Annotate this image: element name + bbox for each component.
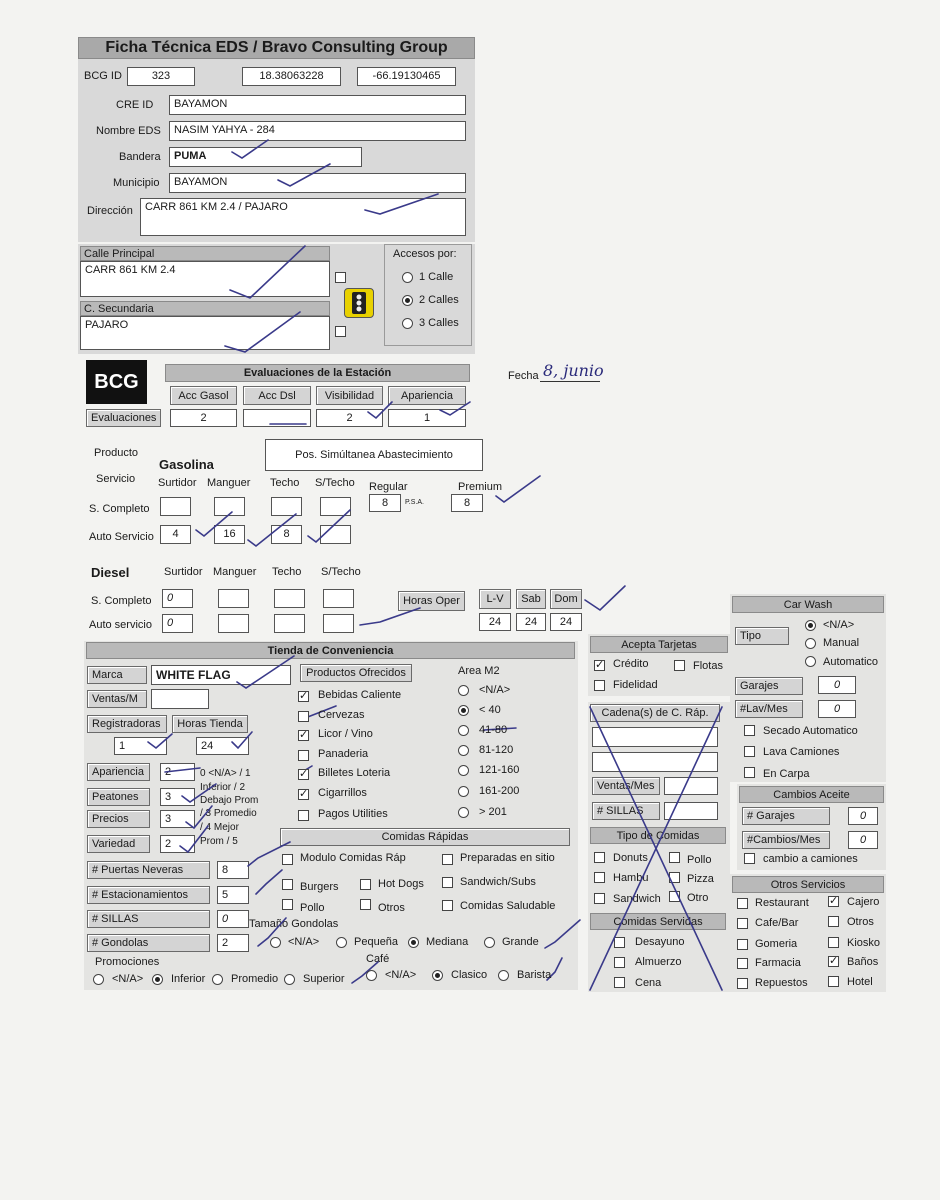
pizza-label: Pizza (687, 873, 714, 885)
promo-radio-0[interactable] (93, 974, 104, 985)
producto-label-0: Bebidas Caliente (318, 689, 402, 701)
aceite-cambios-label: #Cambios/Mes (742, 831, 830, 849)
tamano-label: Tamaño Gondolas (249, 918, 339, 930)
preparadas-label: Preparadas en sitio (460, 852, 555, 864)
latitude-field[interactable]: 18.38063228 (242, 67, 341, 86)
accesos-label: Accesos por: (393, 248, 457, 260)
direccion-field[interactable]: CARR 861 KM 2.4 / PAJARO (140, 198, 466, 236)
otros-title: Otros Servicios (732, 876, 884, 893)
sandwich-label: Sandwich/Subs (460, 876, 536, 888)
cw-garajes-field[interactable]: 0 (818, 676, 856, 694)
diesel-col-stecho: S/Techo (321, 566, 361, 578)
donuts-label: Donuts (613, 852, 648, 864)
marca-field[interactable]: WHITE FLAG (151, 665, 291, 685)
day-sab: Sab (516, 589, 546, 609)
cafe-label: Café (366, 953, 390, 965)
cadena-sillas-label: # SILLAS (592, 802, 660, 820)
direccion-label: Dirección (87, 205, 133, 217)
scale-2: Debajo Prom (200, 795, 259, 806)
bcg-id-label: BCG ID (84, 70, 122, 82)
gas-row-completo: S. Completo (89, 503, 150, 515)
variedad-label: Variedad (87, 835, 150, 853)
promo-label-3: Superior (303, 973, 345, 985)
gas-col-surtidor: Surtidor (158, 477, 197, 489)
otros-left-label-3: Farmacia (755, 957, 801, 969)
tipo-label: Tipo (735, 627, 789, 645)
gas-col-stecho: S/Techo (315, 477, 355, 489)
tarjetas-title: Acepta Tarjetas (590, 636, 728, 653)
credito-checkbox[interactable]: ✓ (595, 659, 605, 671)
gondolas-field[interactable]: 2 (217, 934, 249, 952)
tamano-label-1: Pequeña (354, 936, 399, 948)
gasolina-title: Gasolina (159, 457, 214, 472)
promo-radio-1[interactable] (152, 974, 163, 985)
area-radio-6[interactable] (458, 807, 469, 818)
modulo-label: Modulo Comidas Ráp (300, 852, 406, 864)
variedad-field[interactable]: 2 (160, 835, 195, 853)
tamano-radio-1[interactable] (336, 937, 347, 948)
area-radio-2[interactable] (458, 725, 469, 736)
promo-label-2: Promedio (231, 973, 279, 985)
producto-label-2: Licor / Vino (318, 728, 373, 740)
eval-col-visibilidad: Visibilidad (316, 386, 383, 405)
pos-simultanea-box: Pos. Simúltanea Abastecimiento (265, 439, 483, 471)
cafe-radio-0[interactable] (366, 970, 377, 981)
horas-tienda-label: Horas Tienda (172, 715, 248, 733)
cw-lav-field[interactable]: 0 (818, 700, 856, 718)
comidas-title: Comidas Rápidas (280, 828, 570, 846)
otros-left-label-4: Repuestos (755, 977, 808, 989)
area-radio-5[interactable] (458, 786, 469, 797)
otros-left-checkbox-0[interactable] (737, 898, 748, 909)
form-title: Ficha Técnica EDS / Bravo Consulting Group (78, 37, 475, 59)
acceso-1-label: 1 Calle (419, 271, 454, 283)
producto-checkbox-5[interactable]: ✓ (299, 788, 309, 800)
producto-label-1: Cervezas (318, 709, 365, 721)
nombre-eds-label: Nombre EDS (96, 125, 161, 137)
area-label-3: 81-120 (479, 744, 514, 756)
calle-principal-field[interactable]: CARR 861 KM 2.4 (80, 261, 330, 297)
otros-right-label-4: Hotel (847, 976, 873, 988)
scale-1: Inferior / 2 (200, 782, 246, 793)
diesel-col-techo: Techo (272, 566, 302, 578)
cre-id-label: CRE ID (116, 99, 154, 111)
municipio-field[interactable]: BAYAMON (169, 173, 466, 193)
promo-radio-3[interactable] (284, 974, 295, 985)
area-radio-3[interactable] (458, 745, 469, 756)
eval-apariencia-value[interactable]: 1 (388, 409, 466, 427)
eval-visibilidad-value[interactable]: 2 (316, 409, 383, 427)
pollo-label: Pollo (300, 902, 325, 914)
peatones-label: Peatones (87, 788, 150, 806)
producto-checkbox-6[interactable] (298, 810, 309, 821)
producto-label-4: Billetes Loteria (318, 767, 391, 779)
cw-lav-label: #Lav/Mes (735, 700, 803, 718)
diesel-title: Diesel (91, 565, 130, 580)
registradoras-field[interactable]: 1 (114, 737, 167, 755)
area-radio-1[interactable] (458, 705, 469, 716)
regular-field[interactable]: 8 (369, 494, 401, 512)
otros-right-checkbox-2[interactable] (828, 937, 839, 948)
acceso-2-label: 2 Calles (419, 294, 459, 306)
carwash-title: Car Wash (732, 596, 884, 613)
ventas-m-label: Ventas/M (87, 690, 147, 708)
horas-tienda-field[interactable]: 24 (196, 737, 249, 755)
cena-label: Cena (635, 977, 662, 989)
sandwich-cadena-label: Sandwich (613, 893, 661, 905)
diesel-row-completo: S. Completo (91, 595, 152, 607)
producto-label: Producto (94, 447, 139, 459)
bcg-logo: BCG (86, 360, 147, 404)
scale-3: / 3 Promedio (200, 808, 257, 819)
hours-lv[interactable]: 24 (479, 613, 511, 631)
fecha-value[interactable]: 8, junio (543, 361, 604, 380)
cre-id-field[interactable]: BAYAMON (169, 95, 466, 115)
eval-title: Evaluaciones de la Estación (165, 364, 470, 382)
bcg-id-field[interactable]: 323 (127, 67, 195, 86)
otros-right-label-0: Cajero (847, 896, 880, 908)
calle-secundaria-field[interactable]: PAJARO (80, 316, 330, 350)
cafe-label-2: Barista (517, 969, 552, 981)
servicio-label: Servicio (96, 473, 136, 485)
tamano-label-2: Mediana (426, 936, 469, 948)
calle-secundaria-header: C. Secundaria (80, 301, 330, 316)
cafe-radio-1[interactable] (432, 970, 443, 981)
area-label-4: 121-160 (479, 764, 520, 776)
regular-label: Regular (369, 481, 408, 493)
otros-right-checkbox-4[interactable] (828, 976, 839, 987)
lava-camiones-label: Lava Camiones (763, 746, 840, 758)
en-carpa-label: En Carpa (763, 768, 810, 780)
area-label-1: < 40 (479, 704, 501, 716)
gas-col-manguer: Manguer (207, 477, 251, 489)
diesel-auto-surtidor[interactable]: 0 (162, 614, 193, 633)
cw-auto-label: Automatico (823, 656, 879, 668)
sillas-field[interactable]: 0 (217, 910, 249, 928)
psa-label: P.S.A. (405, 499, 424, 506)
cw-na-label: <N/A> (823, 619, 855, 631)
gas-auto-manguer[interactable]: 16 (214, 525, 245, 544)
municipio-label: Municipio (113, 177, 160, 189)
area-label-2: 41-80 (479, 724, 508, 736)
cadena-title: Cadena(s) de C. Ráp. (590, 704, 720, 722)
otro-label: Otro (687, 892, 709, 904)
horas-oper-button[interactable]: Horas Oper (398, 591, 465, 611)
precios-field[interactable]: 3 (160, 810, 195, 828)
hambu-label: Hambu (613, 872, 649, 884)
puertas-label: # Puertas Neveras (87, 861, 210, 879)
otros-left-label-2: Gomeria (755, 938, 798, 950)
hours-dom[interactable]: 24 (550, 613, 582, 631)
otros-left-checkbox-2[interactable] (737, 939, 748, 950)
diesel-col-manguer: Manguer (213, 566, 257, 578)
camiones-label: cambio a camiones (763, 853, 858, 865)
bandera-label: Bandera (119, 151, 161, 163)
otros-left-label-0: Restaurant (755, 897, 809, 909)
promo-label-0: <N/A> (112, 973, 144, 985)
promo-label-1: Inferior (171, 973, 206, 985)
eval-col-acc-dsl: Acc Dsl (243, 386, 311, 405)
marca-label: Marca (87, 666, 147, 684)
producto-label-6: Pagos Utilities (318, 808, 388, 820)
apariencia-label: Apariencia (87, 763, 150, 781)
otros-right-checkbox-3[interactable]: ✓ (829, 955, 839, 967)
otros-comida-label: Otros (378, 902, 405, 914)
tamano-label-0: <N/A> (288, 936, 320, 948)
cafe-label-1: Clasico (451, 969, 488, 981)
tienda-title: Tienda de Conveniencia (86, 642, 575, 659)
scale-4: / 4 Mejor (200, 822, 239, 833)
calle-principal-header: Calle Principal (80, 246, 330, 261)
aceite-cambios-field[interactable]: 0 (848, 831, 878, 849)
tamano-radio-3[interactable] (484, 937, 495, 948)
producto-label-3: Panaderia (318, 748, 369, 760)
apariencia-field[interactable]: 2 (160, 763, 195, 781)
otros-right-label-3: Baños (847, 956, 879, 968)
secado-label: Secado Automatico (763, 725, 858, 737)
aceite-title: Cambios Aceite (739, 786, 884, 803)
hours-sab[interactable]: 24 (516, 613, 546, 631)
productos-title: Productos Ofrecidos (300, 664, 412, 682)
otros-right-checkbox-0[interactable]: ✓ (829, 895, 839, 907)
almuerzo-label: Almuerzo (635, 956, 682, 968)
puertas-field[interactable]: 8 (217, 861, 249, 879)
gondolas-label: # Gondolas (87, 934, 210, 952)
hotdogs-label: Hot Dogs (378, 878, 424, 890)
premium-field[interactable]: 8 (451, 494, 483, 512)
precios-label: Precios (87, 810, 150, 828)
nombre-eds-field[interactable]: NASIM YAHYA - 284 (169, 121, 466, 141)
acceso-3-label: 3 Calles (419, 317, 459, 329)
producto-checkbox-4[interactable]: ✓ (299, 768, 309, 780)
gas-col-techo: Techo (270, 477, 300, 489)
aceite-garajes-field[interactable]: 0 (848, 807, 878, 825)
area-radio-4[interactable] (458, 765, 469, 776)
aceite-garajes-label: # Garajes (742, 807, 830, 825)
area-radio-0[interactable] (458, 685, 469, 696)
tipo-comidas-title: Tipo de Comidas (590, 827, 726, 844)
diesel-completo-surtidor[interactable]: 0 (162, 589, 193, 608)
otros-right-label-2: Kiosko (847, 937, 881, 949)
promo-label: Promociones (95, 956, 160, 968)
burgers-label: Burgers (300, 881, 339, 893)
comidas-servidas-title: Comidas Servidas (590, 913, 726, 930)
evaluaciones-label: Evaluaciones (86, 409, 161, 427)
tamano-radio-2[interactable] (408, 937, 419, 948)
otros-left-checkbox-3[interactable] (737, 958, 748, 969)
credito-label: Crédito (613, 658, 649, 670)
cw-garajes-label: Garajes (735, 677, 803, 695)
estac-label: # Estacionamientos (87, 886, 210, 904)
fecha-label: Fecha (508, 370, 539, 382)
gas-row-auto: Auto Servicio (89, 531, 154, 543)
longitude-field[interactable]: -66.19130465 (357, 67, 456, 86)
area-label-5: 161-200 (479, 785, 520, 797)
tamano-label-3: Grande (502, 936, 539, 948)
scale-0: 0 <N/A> / 1 (200, 768, 251, 779)
area-title: Area M2 (458, 665, 500, 677)
desayuno-label: Desayuno (635, 936, 685, 948)
producto-label-5: Cigarrillos (318, 787, 367, 799)
saludable-label: Comidas Saludable (460, 900, 556, 912)
otros-left-checkbox-4[interactable] (737, 978, 748, 989)
cafe-radio-2[interactable] (498, 970, 509, 981)
day-lv: L-V (479, 589, 511, 609)
fidelidad-label: Fidelidad (613, 679, 658, 691)
gas-auto-techo[interactable]: 8 (271, 525, 302, 544)
producto-checkbox-3[interactable] (298, 750, 309, 761)
eval-col-acc-gasol: Acc Gasol (170, 386, 237, 405)
gas-auto-surtidor[interactable]: 4 (160, 525, 191, 544)
premium-label: Premium (458, 481, 503, 493)
producto-checkbox-2[interactable]: ✓ (299, 729, 309, 741)
scale-5: Prom / 5 (200, 836, 238, 847)
eval-acc-gasol-value[interactable]: 2 (170, 409, 237, 427)
diesel-row-auto: Auto servicio (89, 619, 152, 631)
area-label-0: <N/A> (479, 684, 511, 696)
peatones-field[interactable]: 3 (160, 788, 195, 806)
otros-left-label-1: Cafe/Bar (755, 917, 799, 929)
registradoras-label: Registradoras (87, 715, 167, 733)
estac-field[interactable]: 5 (217, 886, 249, 904)
cadena-ventas-label: Ventas/Mes (592, 777, 660, 795)
eval-col-apariencia: Apariencia (388, 386, 466, 405)
sillas-label: # SILLAS (87, 910, 210, 928)
diesel-col-surtidor: Surtidor (164, 566, 203, 578)
bandera-field[interactable]: PUMA (169, 147, 362, 167)
pollo-cadena-label: Pollo (687, 854, 712, 866)
promo-radio-2[interactable] (212, 974, 223, 985)
cafe-label-0: <N/A> (385, 969, 417, 981)
producto-checkbox-1[interactable] (298, 711, 309, 722)
cw-manual-label: Manual (823, 637, 860, 649)
otros-left-checkbox-1[interactable] (737, 918, 748, 929)
otros-right-checkbox-1[interactable] (828, 916, 839, 927)
day-dom: Dom (550, 589, 582, 609)
flotas-label: Flotas (693, 660, 723, 672)
area-label-6: > 201 (479, 806, 507, 818)
otros-right-label-1: Otros (847, 916, 874, 928)
producto-checkbox-0[interactable]: ✓ (299, 690, 309, 702)
tamano-radio-0[interactable] (270, 937, 281, 948)
